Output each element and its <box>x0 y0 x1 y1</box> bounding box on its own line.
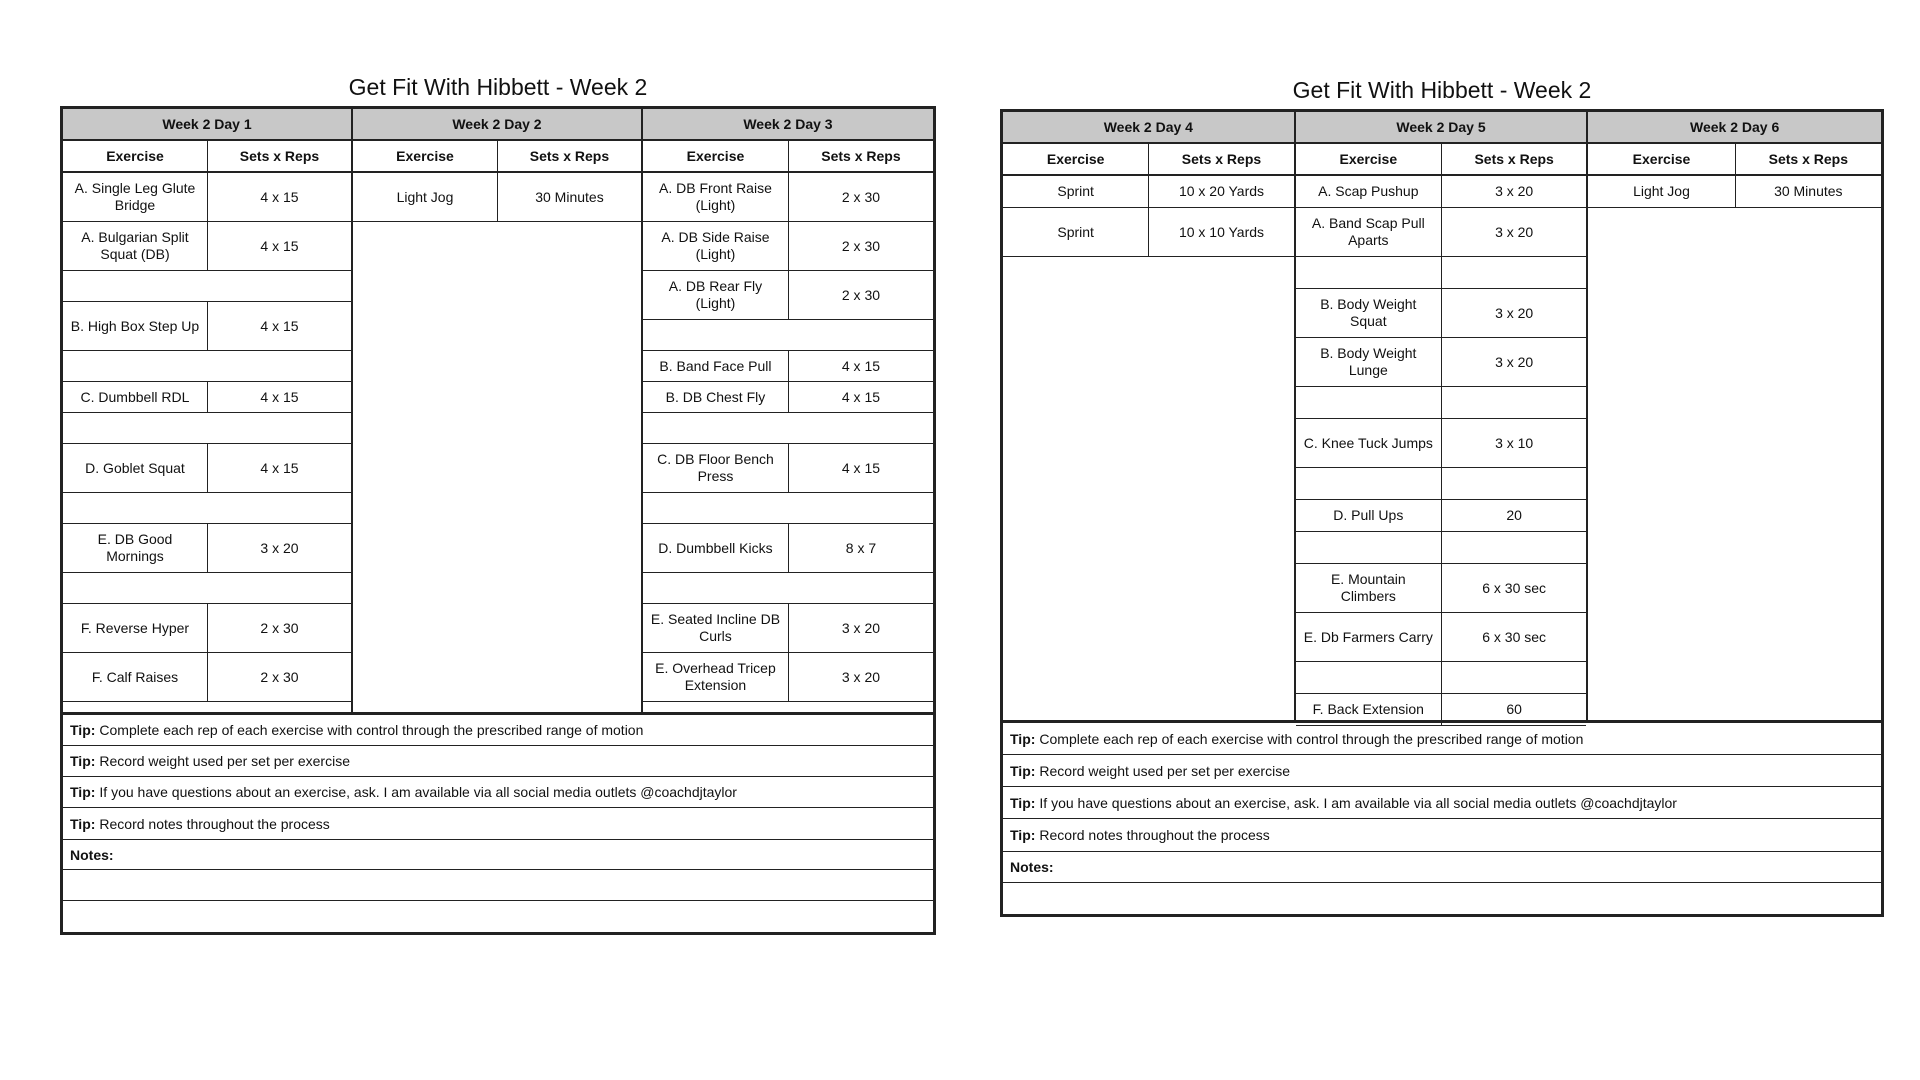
tip-row <box>1003 819 1881 851</box>
day-column <box>353 109 643 712</box>
exercise-row <box>63 382 351 413</box>
day-column <box>1296 112 1589 720</box>
tips-section <box>1003 720 1881 851</box>
exercise-row <box>1003 176 1294 208</box>
exercise-row <box>643 173 933 222</box>
exercise-name: A. DB Front Raise (Light) <box>659 180 772 213</box>
tip-text: Record weight used per set per exercise <box>99 753 350 769</box>
exercise-name: B. DB Chest Fly <box>665 388 766 405</box>
empty-cell <box>643 573 933 603</box>
day-column <box>1003 112 1296 720</box>
sets-reps-value: 2 x 30 <box>788 222 933 270</box>
sets-reps-value: 3 x 20 <box>1441 338 1586 386</box>
sets-reps-value <box>1441 257 1586 288</box>
empty-cell <box>643 413 933 443</box>
sheet-title: Get Fit With Hibbett - Week 2 <box>348 74 648 100</box>
exercise-row <box>63 524 351 573</box>
exercise-row <box>643 351 933 382</box>
exercise-row <box>643 524 933 573</box>
sets-reps-value: 10 x 10 Yards <box>1148 208 1293 256</box>
tip-row <box>1003 787 1881 819</box>
column-header-row <box>643 141 933 173</box>
tip-text: Complete each rep of each exercise with control through the prescribed range of motion <box>99 722 644 738</box>
sets-reps-value: 3 x 20 <box>207 524 351 572</box>
sets-reps-value: 2 x 30 <box>788 271 933 319</box>
spacer-row <box>643 573 933 604</box>
spacer-row <box>1296 387 1587 419</box>
sets-reps-column-header: Sets x Reps <box>497 141 641 171</box>
tip-label: Tip: <box>1010 794 1036 811</box>
days-row <box>63 109 933 712</box>
exercise-row <box>63 173 351 222</box>
exercise-row <box>1296 338 1587 387</box>
exercise-row <box>1296 500 1587 532</box>
exercise-row <box>1296 176 1587 208</box>
sets-reps-value: 4 x 15 <box>207 302 351 350</box>
exercise-row <box>1296 208 1587 257</box>
sets-reps-value: 60 <box>1441 694 1586 725</box>
sets-reps-value: 2 x 30 <box>788 173 933 221</box>
exercise-name: E. Overhead Tricep Extension <box>655 660 776 693</box>
tip-text: Record notes throughout the process <box>99 815 330 832</box>
column-header-row <box>353 141 641 173</box>
note-line[interactable] <box>63 901 933 932</box>
exercise-name: E. DB Good Mornings <box>97 531 173 564</box>
exercise-row <box>63 222 351 271</box>
workout-sheet-left <box>60 68 936 935</box>
exercise-name <box>1296 532 1441 563</box>
exercise-row <box>1588 176 1881 208</box>
day-column <box>1588 112 1881 720</box>
notes-area <box>1003 883 1881 914</box>
sets-reps-value: 3 x 10 <box>1441 419 1586 467</box>
exercise-name: A. Scap Pushup <box>1318 183 1419 199</box>
tip-row <box>63 746 933 777</box>
exercise-name: Light Jog <box>396 188 454 205</box>
empty-cell <box>643 320 933 350</box>
exercise-name <box>1296 662 1441 693</box>
note-line[interactable] <box>1003 883 1881 914</box>
exercise-name: D. Goblet Squat <box>85 459 185 476</box>
day-header: Week 2 Day 6 <box>1588 112 1881 144</box>
tip-row <box>63 777 933 808</box>
spacer-row <box>63 493 351 524</box>
sets-reps-value: 4 x 15 <box>207 382 351 412</box>
sets-reps-value <box>1441 468 1586 499</box>
tip-label: Tip: <box>70 784 96 800</box>
sets-reps-value: 6 x 30 sec <box>1441 564 1586 612</box>
sets-reps-value: 30 Minutes <box>497 173 641 221</box>
tip-label: Tip: <box>70 722 96 738</box>
exercise-name: F. Calf Raises <box>91 668 179 685</box>
exercise-row <box>63 444 351 493</box>
exercise-row <box>63 653 351 702</box>
exercise-name: C. DB Floor Bench Press <box>657 451 774 484</box>
exercise-name: E. Seated Incline DB Curls <box>650 611 781 644</box>
exercise-row <box>1296 564 1587 613</box>
exercise-name <box>1296 468 1441 499</box>
workout-table <box>60 106 936 935</box>
sets-reps-column-header: Sets x Reps <box>1148 144 1293 174</box>
tip-label: Tip: <box>1010 730 1036 747</box>
day-column <box>63 109 353 712</box>
notes-area <box>63 870 933 932</box>
exercise-name: B. High Box Step Up <box>70 317 200 334</box>
exercise-name: A. DB Side Raise (Light) <box>661 229 770 262</box>
workout-table <box>1000 109 1884 917</box>
day-header: Week 2 Day 4 <box>1003 112 1294 144</box>
empty-cell <box>643 493 933 523</box>
tip-label: Tip: <box>1010 762 1036 779</box>
tip-label: Tip: <box>70 815 96 832</box>
sets-reps-column-header: Sets x Reps <box>207 141 351 171</box>
exercise-name: Light Jog <box>1633 183 1690 199</box>
exercise-name: F. Back Extension <box>1312 701 1424 717</box>
exercise-row <box>643 222 933 271</box>
tip-row <box>1003 755 1881 787</box>
column-header-row <box>1588 144 1881 176</box>
exercise-column-header: Exercise <box>396 147 454 164</box>
sets-reps-value: 10 x 20 Yards <box>1148 176 1293 207</box>
exercise-name: F. Reverse Hyper <box>80 619 190 636</box>
sets-reps-value: 3 x 20 <box>1441 289 1586 337</box>
spacer-row <box>1296 257 1587 289</box>
column-header-row <box>63 141 351 173</box>
sets-reps-value <box>1441 662 1586 693</box>
sets-reps-value: 2 x 30 <box>207 653 351 701</box>
exercise-name: B. Body Weight Squat <box>1320 296 1417 329</box>
column-header-row <box>1003 144 1294 176</box>
tip-label: Tip: <box>70 753 96 769</box>
spacer-row <box>63 573 351 604</box>
sets-reps-value: 4 x 15 <box>207 444 351 492</box>
sets-reps-value <box>1441 532 1586 563</box>
empty-cell <box>63 573 351 603</box>
notes-label: Notes: <box>63 839 933 870</box>
exercise-row <box>643 271 933 320</box>
sets-reps-value <box>1441 387 1586 418</box>
exercise-column-header: Exercise <box>1339 150 1398 167</box>
spacer-row <box>63 413 351 444</box>
exercise-row <box>63 604 351 653</box>
exercise-name: Sprint <box>1057 223 1094 240</box>
sets-reps-value: 6 x 30 sec <box>1441 613 1586 661</box>
sets-reps-value: 2 x 30 <box>207 604 351 652</box>
sets-reps-value: 3 x 20 <box>788 604 933 652</box>
exercise-name: D. Pull Ups <box>1333 507 1404 523</box>
tip-row <box>63 808 933 839</box>
exercise-name: E. Db Farmers Carry <box>1303 628 1433 645</box>
sets-reps-value: 3 x 20 <box>788 653 933 701</box>
exercise-column-header: Exercise <box>1046 150 1105 167</box>
tip-text: Complete each rep of each exercise with control through the prescribed range of motion <box>1039 730 1584 747</box>
exercise-name: A. Bulgarian Split Squat (DB) <box>81 229 189 262</box>
day-header: Week 2 Day 1 <box>63 109 351 141</box>
spacer-row <box>643 320 933 351</box>
sets-reps-column-header: Sets x Reps <box>1441 144 1586 174</box>
sets-reps-value: 3 x 20 <box>1441 208 1586 256</box>
sets-reps-value: 20 <box>1441 500 1586 531</box>
empty-cell <box>63 493 351 523</box>
tip-text: If you have questions about an exercise, ask. I am available via all social media outlets @coachdjtaylor <box>99 784 737 800</box>
exercise-name: B. Band Face Pull <box>659 357 772 374</box>
exercise-name: Sprint <box>1057 183 1094 199</box>
tips-section <box>63 712 933 839</box>
exercise-column-header: Exercise <box>686 147 745 164</box>
tip-row <box>1003 723 1881 755</box>
sets-reps-value: 3 x 20 <box>1441 176 1586 207</box>
column-header-row <box>1296 144 1587 176</box>
day-header: Week 2 Day 3 <box>643 109 933 141</box>
spacer-row <box>63 351 351 382</box>
exercise-row <box>1296 613 1587 662</box>
tip-label: Tip: <box>1010 827 1036 843</box>
exercise-name: D. Dumbbell Kicks <box>658 539 773 556</box>
day-column <box>643 109 933 712</box>
spacer-row <box>643 493 933 524</box>
sets-reps-column-header: Sets x Reps <box>1735 144 1881 174</box>
spacer-row <box>643 413 933 444</box>
sets-reps-value: 4 x 15 <box>207 173 351 221</box>
exercise-row <box>1296 419 1587 468</box>
empty-cell <box>63 413 351 443</box>
tip-row <box>63 715 933 746</box>
exercise-row <box>643 382 933 413</box>
sets-reps-value: 30 Minutes <box>1735 176 1881 207</box>
spacer-row <box>63 271 351 302</box>
spacer-row <box>1296 532 1587 564</box>
exercise-row <box>643 604 933 653</box>
sets-reps-value: 8 x 7 <box>788 524 933 572</box>
exercise-row <box>63 302 351 351</box>
spacer-row <box>1296 662 1587 694</box>
exercise-column-header: Exercise <box>106 147 164 164</box>
exercise-row <box>353 173 641 222</box>
tip-text: If you have questions about an exercise, ask. I am available via all social media outlets @coachdjtaylor <box>1039 794 1677 811</box>
day-header: Week 2 Day 2 <box>353 109 641 141</box>
sets-reps-value: 4 x 15 <box>207 222 351 270</box>
days-row <box>1003 112 1881 720</box>
exercise-row <box>1296 694 1587 726</box>
note-line[interactable] <box>63 870 933 901</box>
exercise-name <box>1296 387 1441 418</box>
exercise-name: A. DB Rear Fly (Light) <box>668 278 763 311</box>
exercise-name: A. Single Leg Glute Bridge <box>74 180 196 213</box>
exercise-name: E. Mountain Climbers <box>1330 571 1406 604</box>
exercise-column-header: Exercise <box>1632 150 1691 167</box>
sheet-title: Get Fit With Hibbett - Week 2 <box>1292 77 1592 103</box>
empty-cell <box>63 271 351 301</box>
exercise-name: A. Band Scap Pull Aparts <box>1311 215 1425 248</box>
empty-cell <box>63 351 351 381</box>
workout-sheet-right <box>1000 71 1884 917</box>
exercise-row <box>643 653 933 702</box>
exercise-name: C. Knee Tuck Jumps <box>1303 434 1433 451</box>
exercise-name <box>1296 257 1441 288</box>
exercise-row <box>643 444 933 493</box>
exercise-name: C. Dumbbell RDL <box>80 388 190 405</box>
exercise-row <box>1296 289 1587 338</box>
tip-text: Record weight used per set per exercise <box>1039 762 1290 779</box>
sets-reps-value: 4 x 15 <box>788 351 933 381</box>
exercise-name: B. Body Weight Lunge <box>1320 345 1417 378</box>
notes-label: Notes: <box>1003 851 1881 883</box>
sets-reps-value: 4 x 15 <box>788 382 933 412</box>
sets-reps-column-header: Sets x Reps <box>788 141 933 171</box>
exercise-row <box>1003 208 1294 257</box>
day-header: Week 2 Day 5 <box>1296 112 1587 144</box>
spacer-row <box>1296 468 1587 500</box>
tip-text: Record notes throughout the process <box>1039 827 1270 843</box>
sets-reps-value: 4 x 15 <box>788 444 933 492</box>
